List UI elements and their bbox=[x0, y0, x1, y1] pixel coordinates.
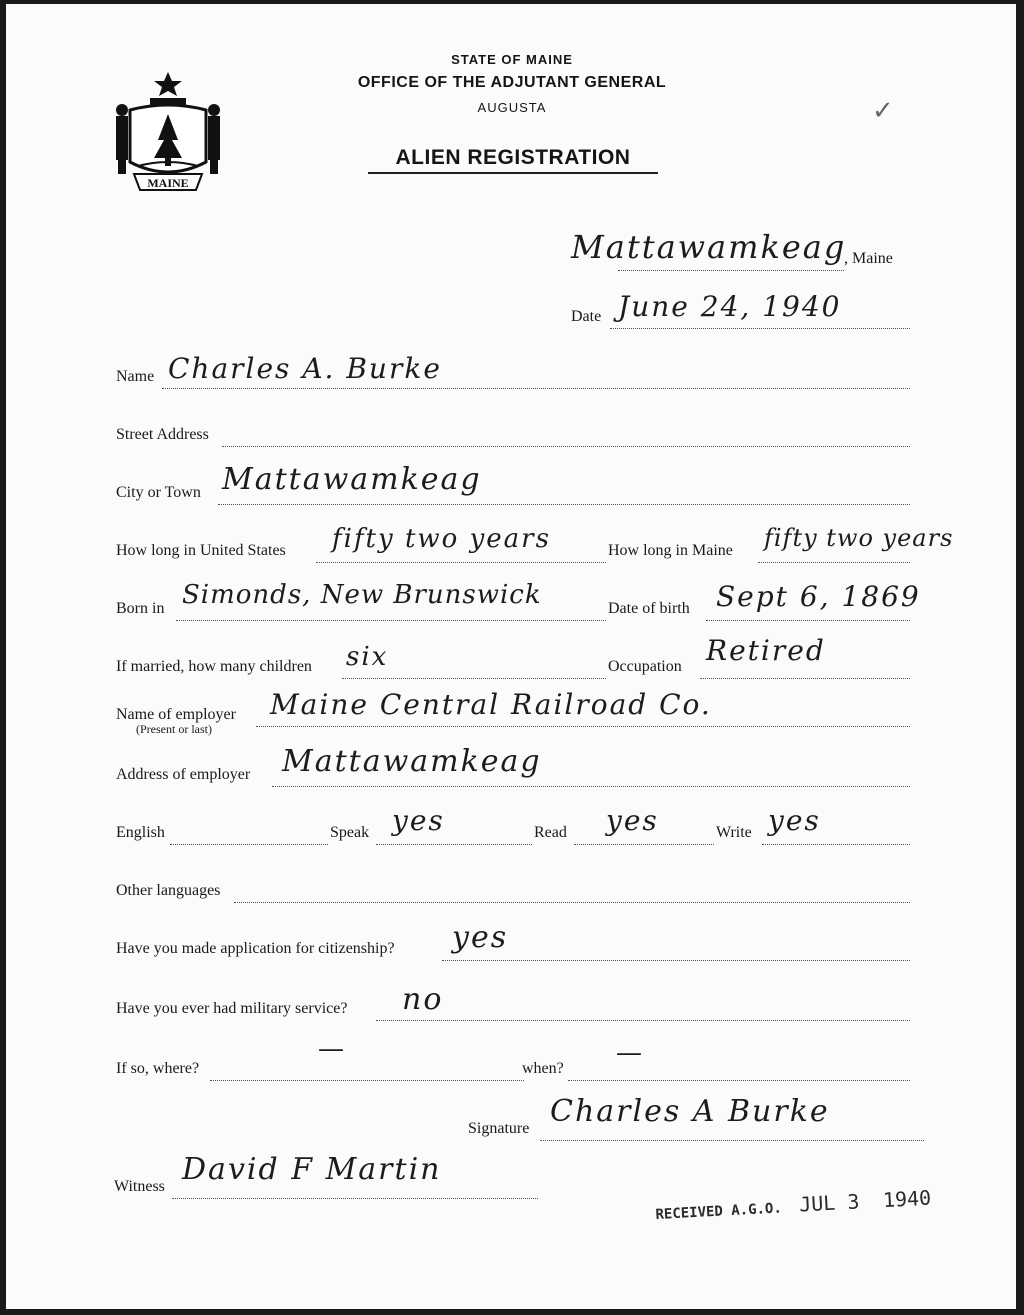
place-value: Mattawamkeag bbox=[571, 228, 847, 266]
how-long-maine-value: fifty two years bbox=[764, 524, 954, 552]
where-label: If so, where? bbox=[116, 1060, 200, 1077]
state-seal bbox=[110, 70, 226, 196]
born-in-value: Simonds, New Brunswick bbox=[182, 580, 542, 610]
city-heading: AUGUSTA bbox=[477, 100, 547, 115]
check-mark: ✓ bbox=[872, 96, 894, 125]
witness-label: Witness bbox=[114, 1178, 165, 1195]
signature-value: Charles A Burke bbox=[550, 1094, 830, 1129]
when-value: — bbox=[616, 1038, 644, 1068]
received-stamp-prefix: RECEIVED A.G.O. bbox=[655, 1200, 783, 1224]
received-stamp bbox=[655, 1186, 932, 1224]
place-suffix: , Maine bbox=[844, 250, 893, 267]
where-value: — bbox=[318, 1034, 346, 1064]
when-label: when? bbox=[522, 1060, 564, 1077]
office-heading: OFFICE OF THE ADJUTANT GENERAL bbox=[357, 74, 667, 91]
employer-address-value: Mattawamkeag bbox=[282, 744, 542, 779]
city-label: City or Town bbox=[116, 484, 201, 501]
received-stamp-date: JUL 3 bbox=[798, 1189, 861, 1217]
citizenship-value: yes bbox=[452, 920, 509, 955]
born-in-label: Born in bbox=[116, 600, 165, 617]
employer-address-label: Address of employer bbox=[116, 766, 251, 783]
form-title: ALIEN REGISTRATION bbox=[368, 146, 658, 174]
children-label: If married, how many children bbox=[116, 658, 312, 675]
date-value: June 24, 1940 bbox=[618, 290, 842, 323]
employer-value: Maine Central Railroad Co. bbox=[270, 688, 712, 721]
english-label: English bbox=[116, 824, 165, 841]
children-value: six bbox=[346, 642, 389, 672]
military-value: no bbox=[402, 982, 444, 1017]
dob-value: Sept 6, 1869 bbox=[716, 580, 921, 613]
other-languages-label: Other languages bbox=[116, 882, 221, 899]
how-long-us-value: fifty two years bbox=[332, 524, 551, 554]
seal-text: MAINE bbox=[147, 176, 189, 190]
read-value: yes bbox=[606, 804, 659, 837]
write-value: yes bbox=[768, 804, 821, 837]
citizenship-label: Have you made application for citizenship? bbox=[116, 940, 395, 957]
occupation-label: Occupation bbox=[608, 658, 682, 675]
read-label: Read bbox=[534, 824, 567, 841]
speak-value: yes bbox=[392, 804, 445, 837]
speak-label: Speak bbox=[330, 824, 370, 841]
witness-value: David F Martin bbox=[182, 1152, 442, 1187]
received-stamp-year: 1940 bbox=[882, 1185, 932, 1213]
street-label: Street Address bbox=[116, 426, 209, 443]
city-value: Mattawamkeag bbox=[222, 462, 482, 497]
employer-sublabel: (Present or last) bbox=[136, 722, 212, 736]
write-label: Write bbox=[716, 824, 752, 841]
signature-label: Signature bbox=[468, 1120, 530, 1137]
how-long-us-label: How long in United States bbox=[116, 542, 286, 559]
dob-label: Date of birth bbox=[608, 600, 690, 617]
occupation-value: Retired bbox=[706, 634, 826, 667]
name-label: Name bbox=[116, 368, 155, 385]
state-heading: STATE OF MAINE bbox=[451, 52, 573, 67]
how-long-maine-label: How long in Maine bbox=[608, 542, 733, 559]
date-label: Date bbox=[571, 308, 602, 325]
registration-form bbox=[6, 4, 1016, 1309]
military-label: Have you ever had military service? bbox=[116, 1000, 348, 1017]
employer-label: Name of employer bbox=[116, 706, 236, 723]
name-value: Charles A. Burke bbox=[168, 352, 442, 385]
